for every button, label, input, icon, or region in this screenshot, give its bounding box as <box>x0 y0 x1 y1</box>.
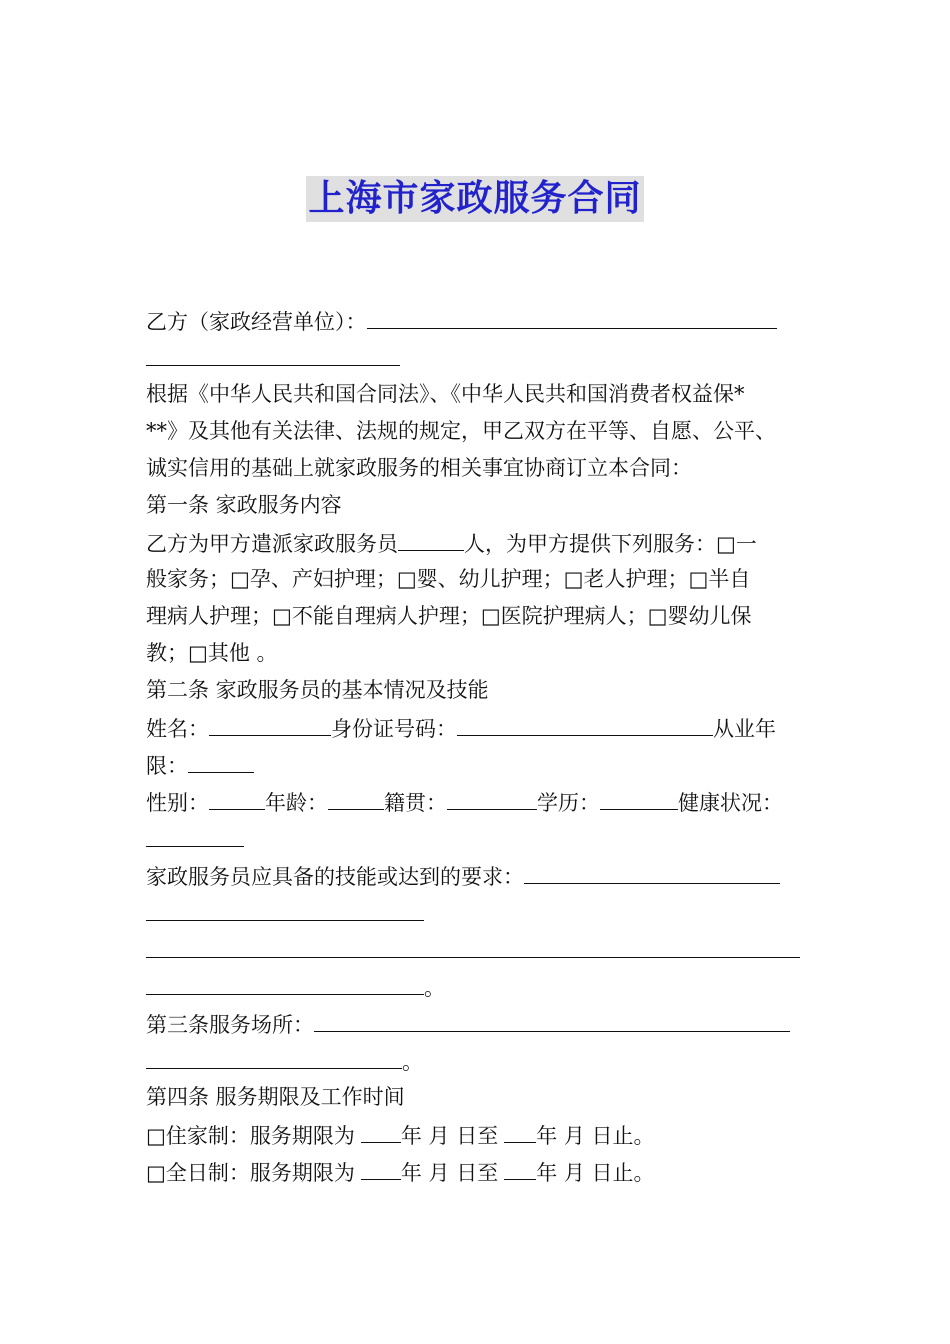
full-day-text-b: 年 月 日至 <box>400 1161 499 1185</box>
id-number-label: 身份证号码： <box>331 717 457 741</box>
article-2-title: 第二条 家政服务员的基本情况及技能 <box>146 678 489 702</box>
full-day-text-a: □全日制：服务期限为 <box>146 1161 355 1185</box>
live-in-text-b: 年 月 日至 <box>400 1124 499 1148</box>
article-1-title: 第一条 家政服务内容 <box>146 493 342 517</box>
article-1-line-3: 理病人护理；□不能自理病人护理；□医院护理病人；□婴幼儿保 <box>146 604 752 628</box>
article-3-line-2 <box>146 1042 826 1079</box>
article-3-label: 第三条服务场所： <box>146 1013 314 1037</box>
article-1-text-b: 人，为甲方提供下列服务：□一 <box>464 532 757 556</box>
gender-blank[interactable] <box>209 783 265 810</box>
skills-label: 家政服务员应具备的技能或达到的要求： <box>146 865 524 889</box>
origin-label: 籍贯： <box>384 791 447 815</box>
party-b-line-cont <box>146 339 826 376</box>
live-in-start-year-blank[interactable] <box>361 1116 401 1143</box>
education-blank[interactable] <box>600 783 678 810</box>
health-blank[interactable] <box>146 820 244 847</box>
title-container <box>0 176 950 222</box>
gender-label: 性别： <box>146 791 209 815</box>
article-3-line-1 <box>146 1005 826 1042</box>
health-label: 健康状况： <box>678 791 783 815</box>
age-blank[interactable] <box>328 783 384 810</box>
article-1-text-a: 乙方为甲方遣派家政服务员 <box>146 532 398 556</box>
origin-blank[interactable] <box>447 783 537 810</box>
service-place-blank-1[interactable] <box>314 1005 790 1032</box>
full-day-end-year-blank[interactable] <box>504 1153 536 1180</box>
document-title: 上海市家政服务合同 <box>306 176 643 222</box>
party-b-line <box>146 302 826 339</box>
full-day-text-c: 年 月 日止。 <box>536 1161 655 1185</box>
full-day-line <box>146 1153 826 1190</box>
years-blank[interactable] <box>188 746 254 773</box>
skills-blank-1[interactable] <box>524 857 780 884</box>
skills-line-2 <box>146 894 826 931</box>
skills-line-1 <box>146 857 826 894</box>
article-3-period: 。 <box>402 1050 423 1074</box>
intro-line-3: 诚实信用的基础上就家政服务的相关事宜协商订立本合同： <box>146 456 692 480</box>
skills-line-3 <box>146 931 826 968</box>
party-b-blank-cont[interactable] <box>146 339 400 366</box>
party-b-blank[interactable] <box>367 302 777 329</box>
worker-count-blank[interactable] <box>398 524 464 551</box>
skills-blank-3[interactable] <box>146 931 800 958</box>
intro-line-2: **》及其他有关法律、法规的规定，甲乙双方在平等、自愿、公平、 <box>146 419 776 443</box>
service-place-blank-2[interactable] <box>146 1042 402 1069</box>
skills-line-4 <box>146 968 826 1005</box>
worker-info-line-2 <box>146 746 826 783</box>
live-in-end-year-blank[interactable] <box>504 1116 536 1143</box>
worker-info-line-1 <box>146 709 826 746</box>
intro-line-1: 根据《中华人民共和国合同法》、《中华人民共和国消费者权益保* <box>146 382 745 406</box>
name-label: 姓名： <box>146 717 209 741</box>
contract-body <box>146 302 826 1190</box>
full-day-start-year-blank[interactable] <box>361 1153 401 1180</box>
worker-info-line-4 <box>146 820 826 857</box>
live-in-text-a: □住家制：服务期限为 <box>146 1124 355 1148</box>
skills-period: 。 <box>424 976 445 1000</box>
name-blank[interactable] <box>209 709 331 736</box>
skills-blank-4[interactable] <box>146 968 424 995</box>
party-b-label: 乙方（家政经营单位）： <box>146 310 367 334</box>
age-label: 年龄： <box>265 791 328 815</box>
article-1-line-2: 般家务；□孕、产妇护理；□婴、幼儿护理；□老人护理；□半自 <box>146 567 751 591</box>
education-label: 学历： <box>537 791 600 815</box>
article-1-line-4: 教；□其他 。 <box>146 641 278 665</box>
years-label-b: 限： <box>146 754 188 778</box>
article-1-line-1 <box>146 524 826 561</box>
live-in-text-c: 年 月 日止。 <box>536 1124 655 1148</box>
live-in-line <box>146 1116 826 1153</box>
years-label-a: 从业年 <box>713 717 776 741</box>
article-4-title: 第四条 服务期限及工作时间 <box>146 1085 405 1109</box>
worker-info-line-3 <box>146 783 826 820</box>
skills-blank-2[interactable] <box>146 894 424 921</box>
id-number-blank[interactable] <box>457 709 713 736</box>
